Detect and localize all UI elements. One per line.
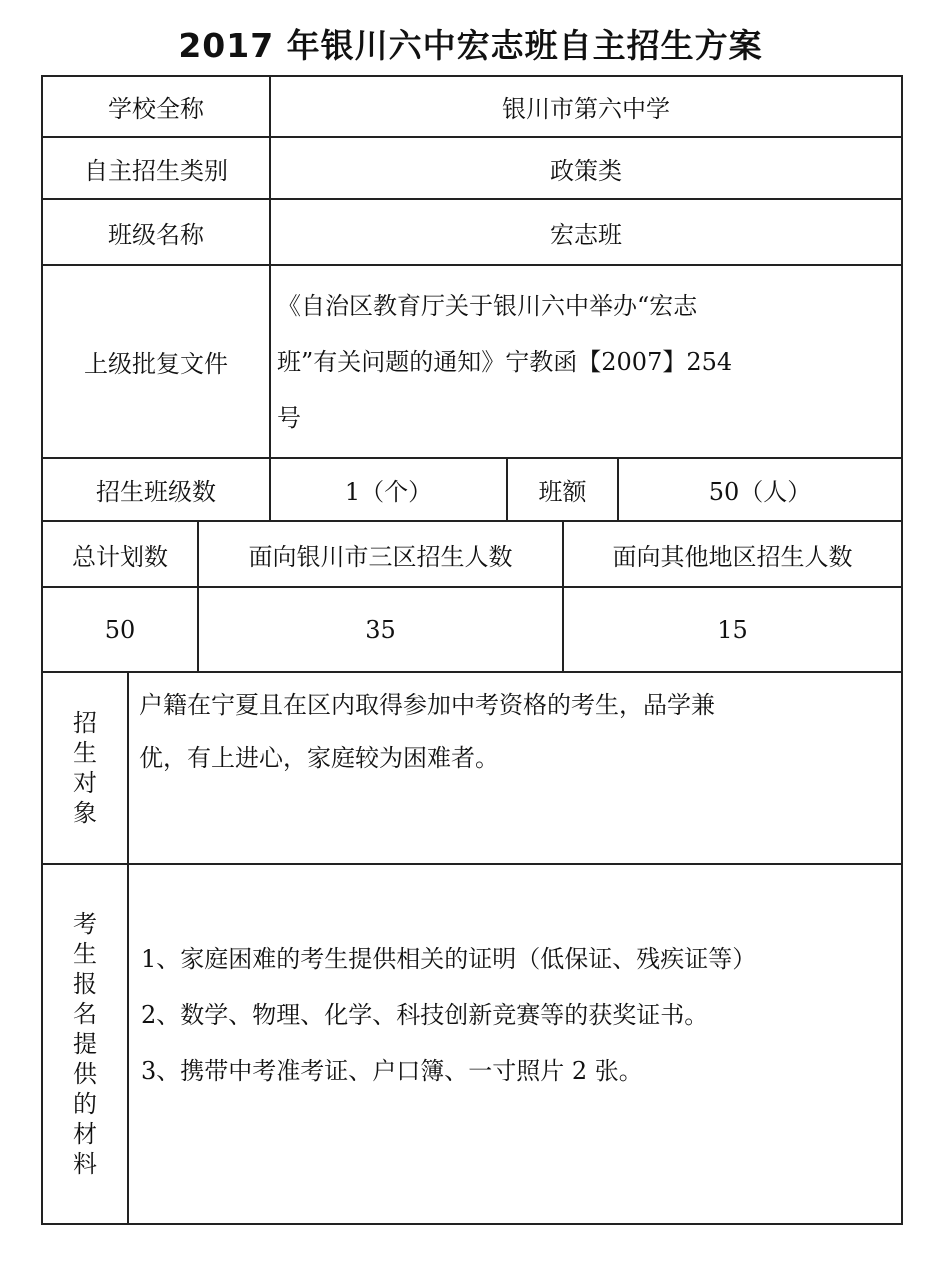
materials-label-char: 考 — [73, 910, 97, 938]
quota-label: 班额 — [538, 478, 587, 506]
approval-line: 《自治区教育厅关于银川六中举办“宏志 — [277, 291, 698, 320]
target-label — [43, 673, 127, 863]
class-count-value: 1（个） — [344, 478, 433, 506]
materials-label-char: 料 — [73, 1150, 97, 1178]
target-label-char: 象 — [73, 799, 97, 827]
materials-label-char: 名 — [73, 1000, 97, 1028]
school-label: 学校全称 — [108, 95, 204, 123]
materials-label-char: 生 — [73, 940, 97, 968]
target-label-char: 对 — [73, 769, 97, 797]
class-name-value: 宏志班 — [550, 220, 622, 249]
materials-item: 1、家庭困难的考生提供相关的证明（低保证、残疾证等） — [141, 945, 757, 973]
materials-label-char: 报 — [73, 970, 97, 998]
target-description — [139, 673, 899, 799]
target-label-char: 生 — [73, 739, 97, 767]
materials-label-char: 材 — [73, 1120, 97, 1148]
other-plan-header: 面向其他地区招生人数 — [612, 542, 853, 571]
target-label-char: 招 — [73, 709, 97, 737]
yinchuan-plan-value: 35 — [365, 615, 396, 644]
approval-label: 上级批复文件 — [84, 350, 228, 378]
total-plan-header: 总计划数 — [72, 542, 168, 571]
target-line: 户籍在宁夏且在区内取得参加中考资格的考生，品学兼 — [139, 691, 715, 719]
approval-line: 班”有关问题的通知》宁教函【2007】254 — [277, 347, 733, 376]
approval-document — [277, 266, 897, 457]
category-value: 政策类 — [550, 156, 622, 185]
target-line: 优，有上进心，家庭较为困难者。 — [139, 744, 499, 772]
materials-label-char: 的 — [73, 1090, 97, 1118]
approval-line: 号 — [277, 403, 301, 432]
yinchuan-plan-header: 面向银川市三区招生人数 — [248, 542, 513, 571]
materials-list — [129, 865, 901, 1165]
materials-label — [43, 865, 127, 1223]
class-name-label: 班级名称 — [108, 220, 204, 249]
total-plan-value: 50 — [104, 615, 136, 644]
admission-table — [41, 75, 903, 1225]
page-title: 2017 年银川六中宏志班自主招生方案 — [178, 26, 763, 65]
materials-item: 3、携带中考准考证、户口簿、一寸照片 2 张。 — [141, 1057, 643, 1085]
materials-label-char: 供 — [73, 1060, 97, 1088]
other-plan-value: 15 — [717, 615, 748, 644]
school-value: 银川市第六中学 — [502, 95, 670, 123]
materials-label-char: 提 — [73, 1030, 97, 1058]
materials-item: 2、数学、物理、化学、科技创新竞赛等的获奖证书。 — [141, 1001, 709, 1029]
quota-value: 50（人） — [708, 478, 812, 506]
class-count-label: 招生班级数 — [96, 478, 216, 506]
category-label: 自主招生类别 — [84, 156, 228, 185]
